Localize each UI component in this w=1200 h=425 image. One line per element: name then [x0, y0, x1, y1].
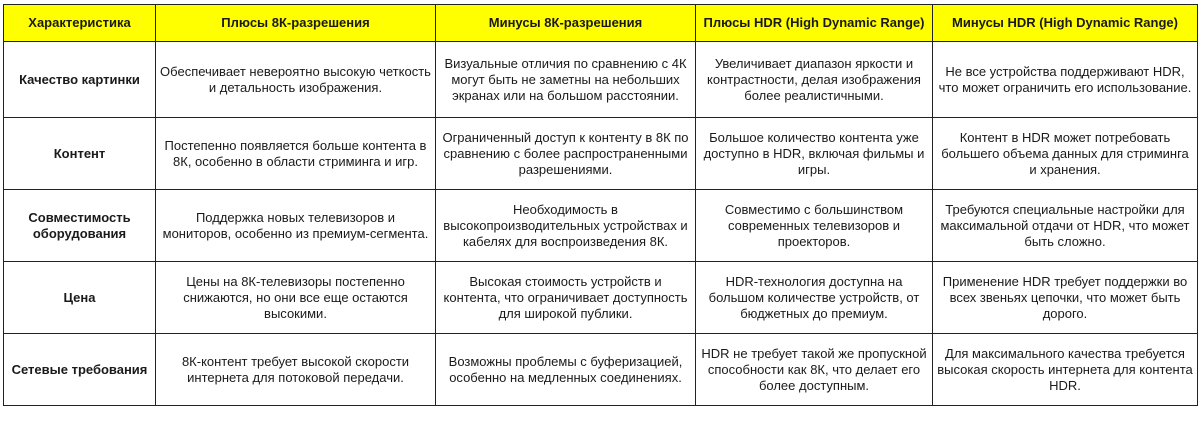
table-row: [4, 118, 1198, 190]
cell-hdr-cons: Применение HDR требует поддержки во всех звеньях цепочки, что может быть дорого.: [933, 262, 1198, 334]
cell-hdr-pros: HDR-технология доступна на большом количестве устройств, от бюджетных до премиум.: [696, 262, 933, 334]
header-hdr-pros: Плюсы HDR (High Dynamic Range): [696, 5, 933, 42]
header-hdr-cons: Минусы HDR (High Dynamic Range): [933, 5, 1198, 42]
cell-8k-cons: Высокая стоимость устройств и контента, что ограничивает доступность для широкой публики.: [436, 262, 696, 334]
cell-8k-cons: Визуальные отличия по сравнению с 4К могут быть не заметны на небольших экранах или на большом расстоянии.: [436, 42, 696, 118]
cell-hdr-pros: Большое количество контента уже доступно в HDR, включая фильмы и игры.: [696, 118, 933, 190]
table-row: [4, 42, 1198, 118]
table-row: [4, 334, 1198, 406]
header-8k-pros: Плюсы 8К-разрешения: [156, 5, 436, 42]
header-characteristic: Характеристика: [4, 5, 156, 42]
cell-8k-pros: Обеспечивает невероятно высокую четкость и детальность изображения.: [156, 42, 436, 118]
cell-8k-cons: Ограниченный доступ к контенту в 8К по сравнению с более распространенными разрешениями.: [436, 118, 696, 190]
header-8k-cons: Минусы 8К-разрешения: [436, 5, 696, 42]
cell-hdr-cons: Не все устройства поддерживают HDR, что может ограничить его использование.: [933, 42, 1198, 118]
row-label: Цена: [4, 262, 156, 334]
cell-hdr-pros: HDR не требует такой же пропускной способности как 8К, что делает его более доступным.: [696, 334, 933, 406]
cell-hdr-cons: Контент в HDR может потребовать большего объема данных для стриминга и хранения.: [933, 118, 1198, 190]
row-label: Качество картинки: [4, 42, 156, 118]
cell-8k-pros: 8К-контент требует высокой скорости интернета для потоковой передачи.: [156, 334, 436, 406]
cell-8k-cons: Необходимость в высокопроизводительных устройствах и кабелях для воспроизведения 8К.: [436, 190, 696, 262]
table-row: [4, 262, 1198, 334]
cell-hdr-cons: Для максимального качества требуется высокая скорость интернета для контента HDR.: [933, 334, 1198, 406]
row-label: Совместимость оборудования: [4, 190, 156, 262]
cell-8k-pros: Постепенно появляется больше контента в 8К, особенно в области стриминга и игр.: [156, 118, 436, 190]
cell-8k-pros: Цены на 8К-телевизоры постепенно снижаются, но они все еще остаются высокими.: [156, 262, 436, 334]
cell-hdr-pros: Совместимо с большинством современных телевизоров и проекторов.: [696, 190, 933, 262]
header-row: [4, 5, 1198, 42]
cell-hdr-cons: Требуются специальные настройки для максимальной отдачи от HDR, что может быть сложно.: [933, 190, 1198, 262]
cell-8k-cons: Возможны проблемы с буферизацией, особенно на медленных соединениях.: [436, 334, 696, 406]
row-label: Сетевые требования: [4, 334, 156, 406]
table-row: [4, 190, 1198, 262]
row-label: Контент: [4, 118, 156, 190]
cell-hdr-pros: Увеличивает диапазон яркости и контрастности, делая изображения более реалистичными.: [696, 42, 933, 118]
cell-8k-pros: Поддержка новых телевизоров и мониторов, особенно из премиум-сегмента.: [156, 190, 436, 262]
comparison-table: [3, 4, 1198, 406]
